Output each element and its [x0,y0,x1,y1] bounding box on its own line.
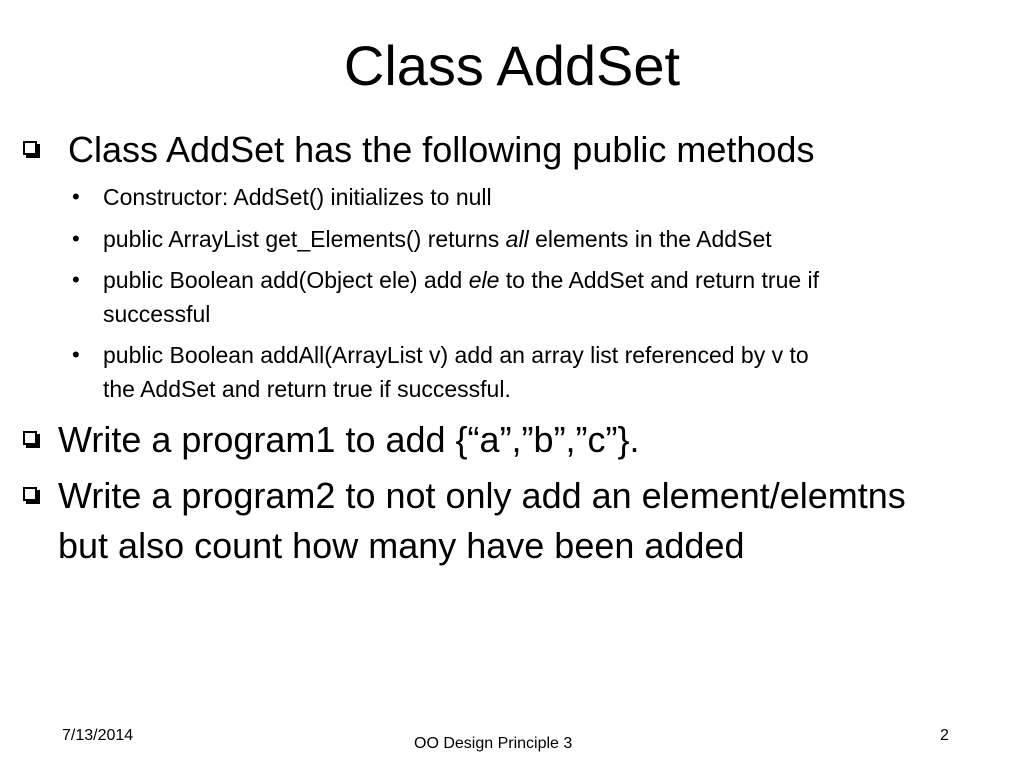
square-bullet-icon [20,138,44,162]
footer-title: OO Design Principle 3 [414,735,573,752]
sub-bullet-3-emphasis: ele [468,267,500,293]
slide-title: Class AddSet [343,34,681,97]
sub-bullet-2-post: elements in the AddSet [528,226,772,252]
sub-bullet-dot-icon: • [72,226,80,251]
bullet-3-line-1: Write a program2 to not only add an element/elemtns [58,475,906,516]
sub-bullet-dot-icon: • [72,342,80,367]
sub-bullet-4-line-1: public Boolean addAll(ArrayList v) add an array list referenced by v to [103,342,809,368]
sub-bullet-1-text: Constructor: AddSet() initializes to null [103,184,492,210]
sub-bullet-3-pre: public Boolean add(Object ele) add [103,267,469,293]
square-bullet-icon [20,484,44,508]
sub-bullet-2-text [103,222,772,256]
bullet-1-text: Class AddSet has the following public methods [68,129,815,170]
sub-bullet-2-pre: public ArrayList get_Elements() returns [103,226,506,252]
bullet-3-line-2: but also count how many have been added [58,525,745,566]
sub-bullet-4-line-2: the AddSet and return true if successful. [103,376,511,402]
sub-bullet-3-line-1 [103,263,819,297]
sub-bullet-3-post: to the AddSet and return true if [499,267,820,293]
sub-bullet-dot-icon: • [72,267,80,292]
bullet-2-text: Write a program1 to add {“a”,”b”,”c”}. [58,419,640,460]
footer-date: 7/13/2014 [62,727,134,744]
footer-page-number: 2 [940,727,949,744]
sub-bullet-dot-icon: • [72,184,80,209]
square-bullet-icon [20,428,44,452]
sub-bullet-3-line-2: successful [103,301,211,327]
sub-bullet-2-emphasis: all [505,226,529,252]
